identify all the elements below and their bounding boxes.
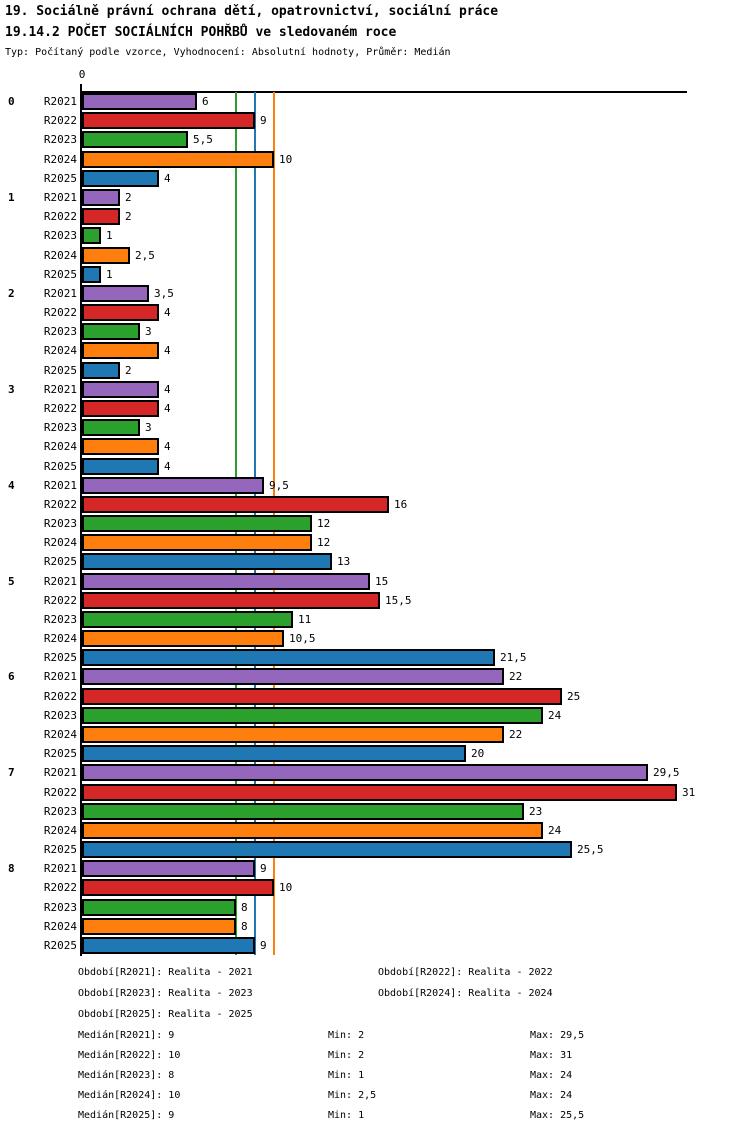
row-label-r2021-g2: R2021 (43, 287, 77, 300)
row-label-r2024-g3: R2024 (43, 440, 77, 453)
bar-r2022-g3 (82, 400, 159, 417)
bar-r2025-g8 (82, 937, 255, 954)
bar-r2025-g4 (82, 553, 332, 570)
bar-r2022-g0 (82, 112, 255, 129)
row-label-r2021-g3: R2021 (43, 383, 77, 396)
value-label-r2023-g8: 8 (241, 901, 248, 914)
row-label-r2023-g8: R2023 (43, 901, 77, 914)
row-label-r2025-g3: R2025 (43, 460, 77, 473)
bar-r2023-g7 (82, 803, 524, 820)
row-label-r2023-g6: R2023 (43, 709, 77, 722)
bar-r2021-g0 (82, 93, 197, 110)
bar-r2022-g1 (82, 208, 120, 225)
value-label-r2023-g6: 24 (548, 709, 562, 722)
value-label-r2023-g0: 5,5 (193, 133, 213, 146)
value-label-r2022-g8: 10 (279, 881, 293, 894)
bar-r2023-g1 (82, 227, 101, 244)
row-label-r2021-g5: R2021 (43, 575, 77, 588)
stat-median-r2021: Medián[R2021]: 9 (78, 1030, 175, 1041)
row-label-r2024-g1: R2024 (43, 249, 77, 262)
bar-r2022-g4 (82, 496, 389, 513)
stat-median-r2025: Medián[R2025]: 9 (78, 1110, 175, 1121)
page-title: 19. Sociálně právní ochrana dětí, opatrovnictví, sociální práce (5, 4, 499, 19)
stat-min-r2023: Min: 1 (328, 1070, 365, 1081)
value-label-r2022-g6: 25 (567, 690, 581, 703)
row-label-r2022-g8: R2022 (43, 881, 77, 894)
bar-r2021-g5 (82, 573, 370, 590)
value-label-r2025-g3: 4 (164, 460, 171, 473)
value-label-r2024-g5: 10,5 (289, 632, 316, 645)
bar-r2024-g2 (82, 342, 159, 359)
row-label-r2024-g5: R2024 (43, 632, 77, 645)
group-label-3: 3 (8, 383, 15, 396)
row-label-r2024-g0: R2024 (43, 153, 77, 166)
bar-r2023-g3 (82, 419, 140, 436)
chart-meta-line: Typ: Počítaný podle vzorce, Vyhodnocení: Absolutní hodnoty, Průměr: Medián (5, 47, 451, 58)
bar-r2024-g8 (82, 918, 236, 935)
bar-r2021-g8 (82, 860, 255, 877)
row-label-r2021-g7: R2021 (43, 766, 77, 779)
bar-r2025-g5 (82, 649, 495, 666)
bar-r2025-g7 (82, 841, 572, 858)
row-label-r2023-g2: R2023 (43, 325, 77, 338)
row-label-r2022-g5: R2022 (43, 594, 77, 607)
bar-r2023-g5 (82, 611, 293, 628)
value-label-r2024-g1: 2,5 (135, 249, 155, 262)
value-label-r2023-g7: 23 (529, 805, 543, 818)
bar-r2022-g5 (82, 592, 380, 609)
row-label-r2024-g7: R2024 (43, 824, 77, 837)
row-label-r2024-g6: R2024 (43, 728, 77, 741)
value-label-r2024-g2: 4 (164, 344, 171, 357)
bar-r2025-g0 (82, 170, 159, 187)
bar-r2023-g4 (82, 515, 312, 532)
value-label-r2023-g3: 3 (145, 421, 152, 434)
bar-r2021-g2 (82, 285, 149, 302)
bar-r2023-g8 (82, 899, 236, 916)
row-label-r2021-g6: R2021 (43, 670, 77, 683)
value-label-r2025-g0: 4 (164, 172, 171, 185)
bar-r2023-g6 (82, 707, 543, 724)
bar-r2021-g4 (82, 477, 264, 494)
row-label-r2022-g3: R2022 (43, 402, 77, 415)
value-label-r2022-g5: 15,5 (385, 594, 412, 607)
row-label-r2022-g0: R2022 (43, 114, 77, 127)
stat-max-r2022: Max: 31 (530, 1050, 573, 1061)
row-label-r2023-g1: R2023 (43, 229, 77, 242)
axis-origin-label: 0 (78, 68, 86, 81)
value-label-r2022-g1: 2 (125, 210, 132, 223)
value-label-r2022-g3: 4 (164, 402, 171, 415)
value-label-r2025-g8: 9 (260, 939, 267, 952)
row-label-r2021-g0: R2021 (43, 95, 77, 108)
row-label-r2025-g5: R2025 (43, 651, 77, 664)
value-label-r2021-g7: 29,5 (653, 766, 680, 779)
value-label-r2021-g6: 22 (509, 670, 523, 683)
value-label-r2023-g1: 1 (106, 229, 113, 242)
row-label-r2025-g1: R2025 (43, 268, 77, 281)
legend-item-r2021: Období[R2021]: Realita - 2021 (78, 967, 253, 978)
value-label-r2021-g1: 2 (125, 191, 132, 204)
value-label-r2024-g0: 10 (279, 153, 293, 166)
row-label-r2022-g6: R2022 (43, 690, 77, 703)
stat-max-r2024: Max: 24 (530, 1090, 573, 1101)
stat-median-r2022: Medián[R2022]: 10 (78, 1050, 181, 1061)
bar-r2021-g6 (82, 668, 504, 685)
bar-r2021-g7 (82, 764, 648, 781)
value-label-r2021-g3: 4 (164, 383, 171, 396)
value-label-r2022-g4: 16 (394, 498, 408, 511)
stat-min-r2022: Min: 2 (328, 1050, 365, 1061)
bar-r2025-g2 (82, 362, 120, 379)
bar-r2025-g1 (82, 266, 101, 283)
row-label-r2025-g6: R2025 (43, 747, 77, 760)
row-label-r2023-g0: R2023 (43, 133, 77, 146)
value-label-r2024-g3: 4 (164, 440, 171, 453)
value-label-r2025-g6: 20 (471, 747, 485, 760)
bar-r2025-g6 (82, 745, 466, 762)
group-label-8: 8 (8, 862, 15, 875)
bar-r2023-g2 (82, 323, 140, 340)
value-label-r2023-g2: 3 (145, 325, 152, 338)
value-label-r2021-g2: 3,5 (154, 287, 174, 300)
row-label-r2024-g2: R2024 (43, 344, 77, 357)
row-label-r2022-g4: R2022 (43, 498, 77, 511)
row-label-r2025-g0: R2025 (43, 172, 77, 185)
row-label-r2025-g7: R2025 (43, 843, 77, 856)
value-label-r2022-g0: 9 (260, 114, 267, 127)
value-label-r2024-g6: 22 (509, 728, 523, 741)
group-label-4: 4 (8, 479, 15, 492)
stat-median-r2024: Medián[R2024]: 10 (78, 1090, 181, 1101)
row-label-r2023-g7: R2023 (43, 805, 77, 818)
stat-median-r2023: Medián[R2023]: 8 (78, 1070, 175, 1081)
row-label-r2023-g5: R2023 (43, 613, 77, 626)
value-label-r2025-g4: 13 (337, 555, 351, 568)
stat-max-r2023: Max: 24 (530, 1070, 573, 1081)
row-label-r2021-g8: R2021 (43, 862, 77, 875)
row-label-r2025-g4: R2025 (43, 555, 77, 568)
group-label-6: 6 (8, 670, 15, 683)
value-label-r2024-g8: 8 (241, 920, 248, 933)
row-label-r2023-g3: R2023 (43, 421, 77, 434)
value-label-r2024-g4: 12 (317, 536, 331, 549)
stat-min-r2021: Min: 2 (328, 1030, 365, 1041)
bar-r2022-g8 (82, 879, 274, 896)
bar-r2021-g1 (82, 189, 120, 206)
value-label-r2022-g2: 4 (164, 306, 171, 319)
stat-max-r2021: Max: 29,5 (530, 1030, 585, 1041)
value-label-r2025-g5: 21,5 (500, 651, 527, 664)
row-label-r2021-g4: R2021 (43, 479, 77, 492)
group-label-2: 2 (8, 287, 15, 300)
row-label-r2024-g8: R2024 (43, 920, 77, 933)
group-label-7: 7 (8, 766, 15, 779)
bar-r2022-g2 (82, 304, 159, 321)
value-label-r2021-g8: 9 (260, 862, 267, 875)
row-label-r2024-g4: R2024 (43, 536, 77, 549)
legend-item-r2023: Období[R2023]: Realita - 2023 (78, 988, 253, 999)
row-label-r2025-g8: R2025 (43, 939, 77, 952)
value-label-r2025-g7: 25,5 (577, 843, 604, 856)
row-label-r2025-g2: R2025 (43, 364, 77, 377)
legend-item-r2025: Období[R2025]: Realita - 2025 (78, 1009, 253, 1020)
value-label-r2025-g2: 2 (125, 364, 132, 377)
chart-title: 19.14.2 POČET SOCIÁLNÍCH POHŘBŮ ve sledovaném roce (5, 25, 397, 40)
bar-r2023-g0 (82, 131, 188, 148)
legend-item-r2024: Období[R2024]: Realita - 2024 (378, 988, 553, 999)
value-label-r2021-g5: 15 (375, 575, 389, 588)
row-label-r2022-g7: R2022 (43, 786, 77, 799)
bar-r2021-g3 (82, 381, 159, 398)
group-label-5: 5 (8, 575, 15, 588)
bar-r2022-g6 (82, 688, 562, 705)
value-label-r2024-g7: 24 (548, 824, 562, 837)
value-label-r2023-g4: 12 (317, 517, 331, 530)
bar-r2024-g1 (82, 247, 130, 264)
value-label-r2025-g1: 1 (106, 268, 113, 281)
bar-r2024-g6 (82, 726, 504, 743)
stat-min-r2025: Min: 1 (328, 1110, 365, 1121)
row-label-r2022-g2: R2022 (43, 306, 77, 319)
value-label-r2023-g5: 11 (298, 613, 312, 626)
row-label-r2022-g1: R2022 (43, 210, 77, 223)
bar-r2024-g4 (82, 534, 312, 551)
bar-r2024-g0 (82, 151, 274, 168)
group-label-1: 1 (8, 191, 15, 204)
value-label-r2021-g4: 9,5 (269, 479, 289, 492)
bar-r2024-g7 (82, 822, 543, 839)
stat-min-r2024: Min: 2,5 (328, 1090, 377, 1101)
bar-r2024-g5 (82, 630, 284, 647)
row-label-r2023-g4: R2023 (43, 517, 77, 530)
legend-item-r2022: Období[R2022]: Realita - 2022 (378, 967, 553, 978)
bar-r2024-g3 (82, 438, 159, 455)
value-label-r2022-g7: 31 (682, 786, 696, 799)
row-label-r2021-g1: R2021 (43, 191, 77, 204)
stat-max-r2025: Max: 25,5 (530, 1110, 585, 1121)
bar-r2025-g3 (82, 458, 159, 475)
value-label-r2021-g0: 6 (202, 95, 209, 108)
bar-r2022-g7 (82, 784, 677, 801)
group-label-0: 0 (8, 95, 15, 108)
